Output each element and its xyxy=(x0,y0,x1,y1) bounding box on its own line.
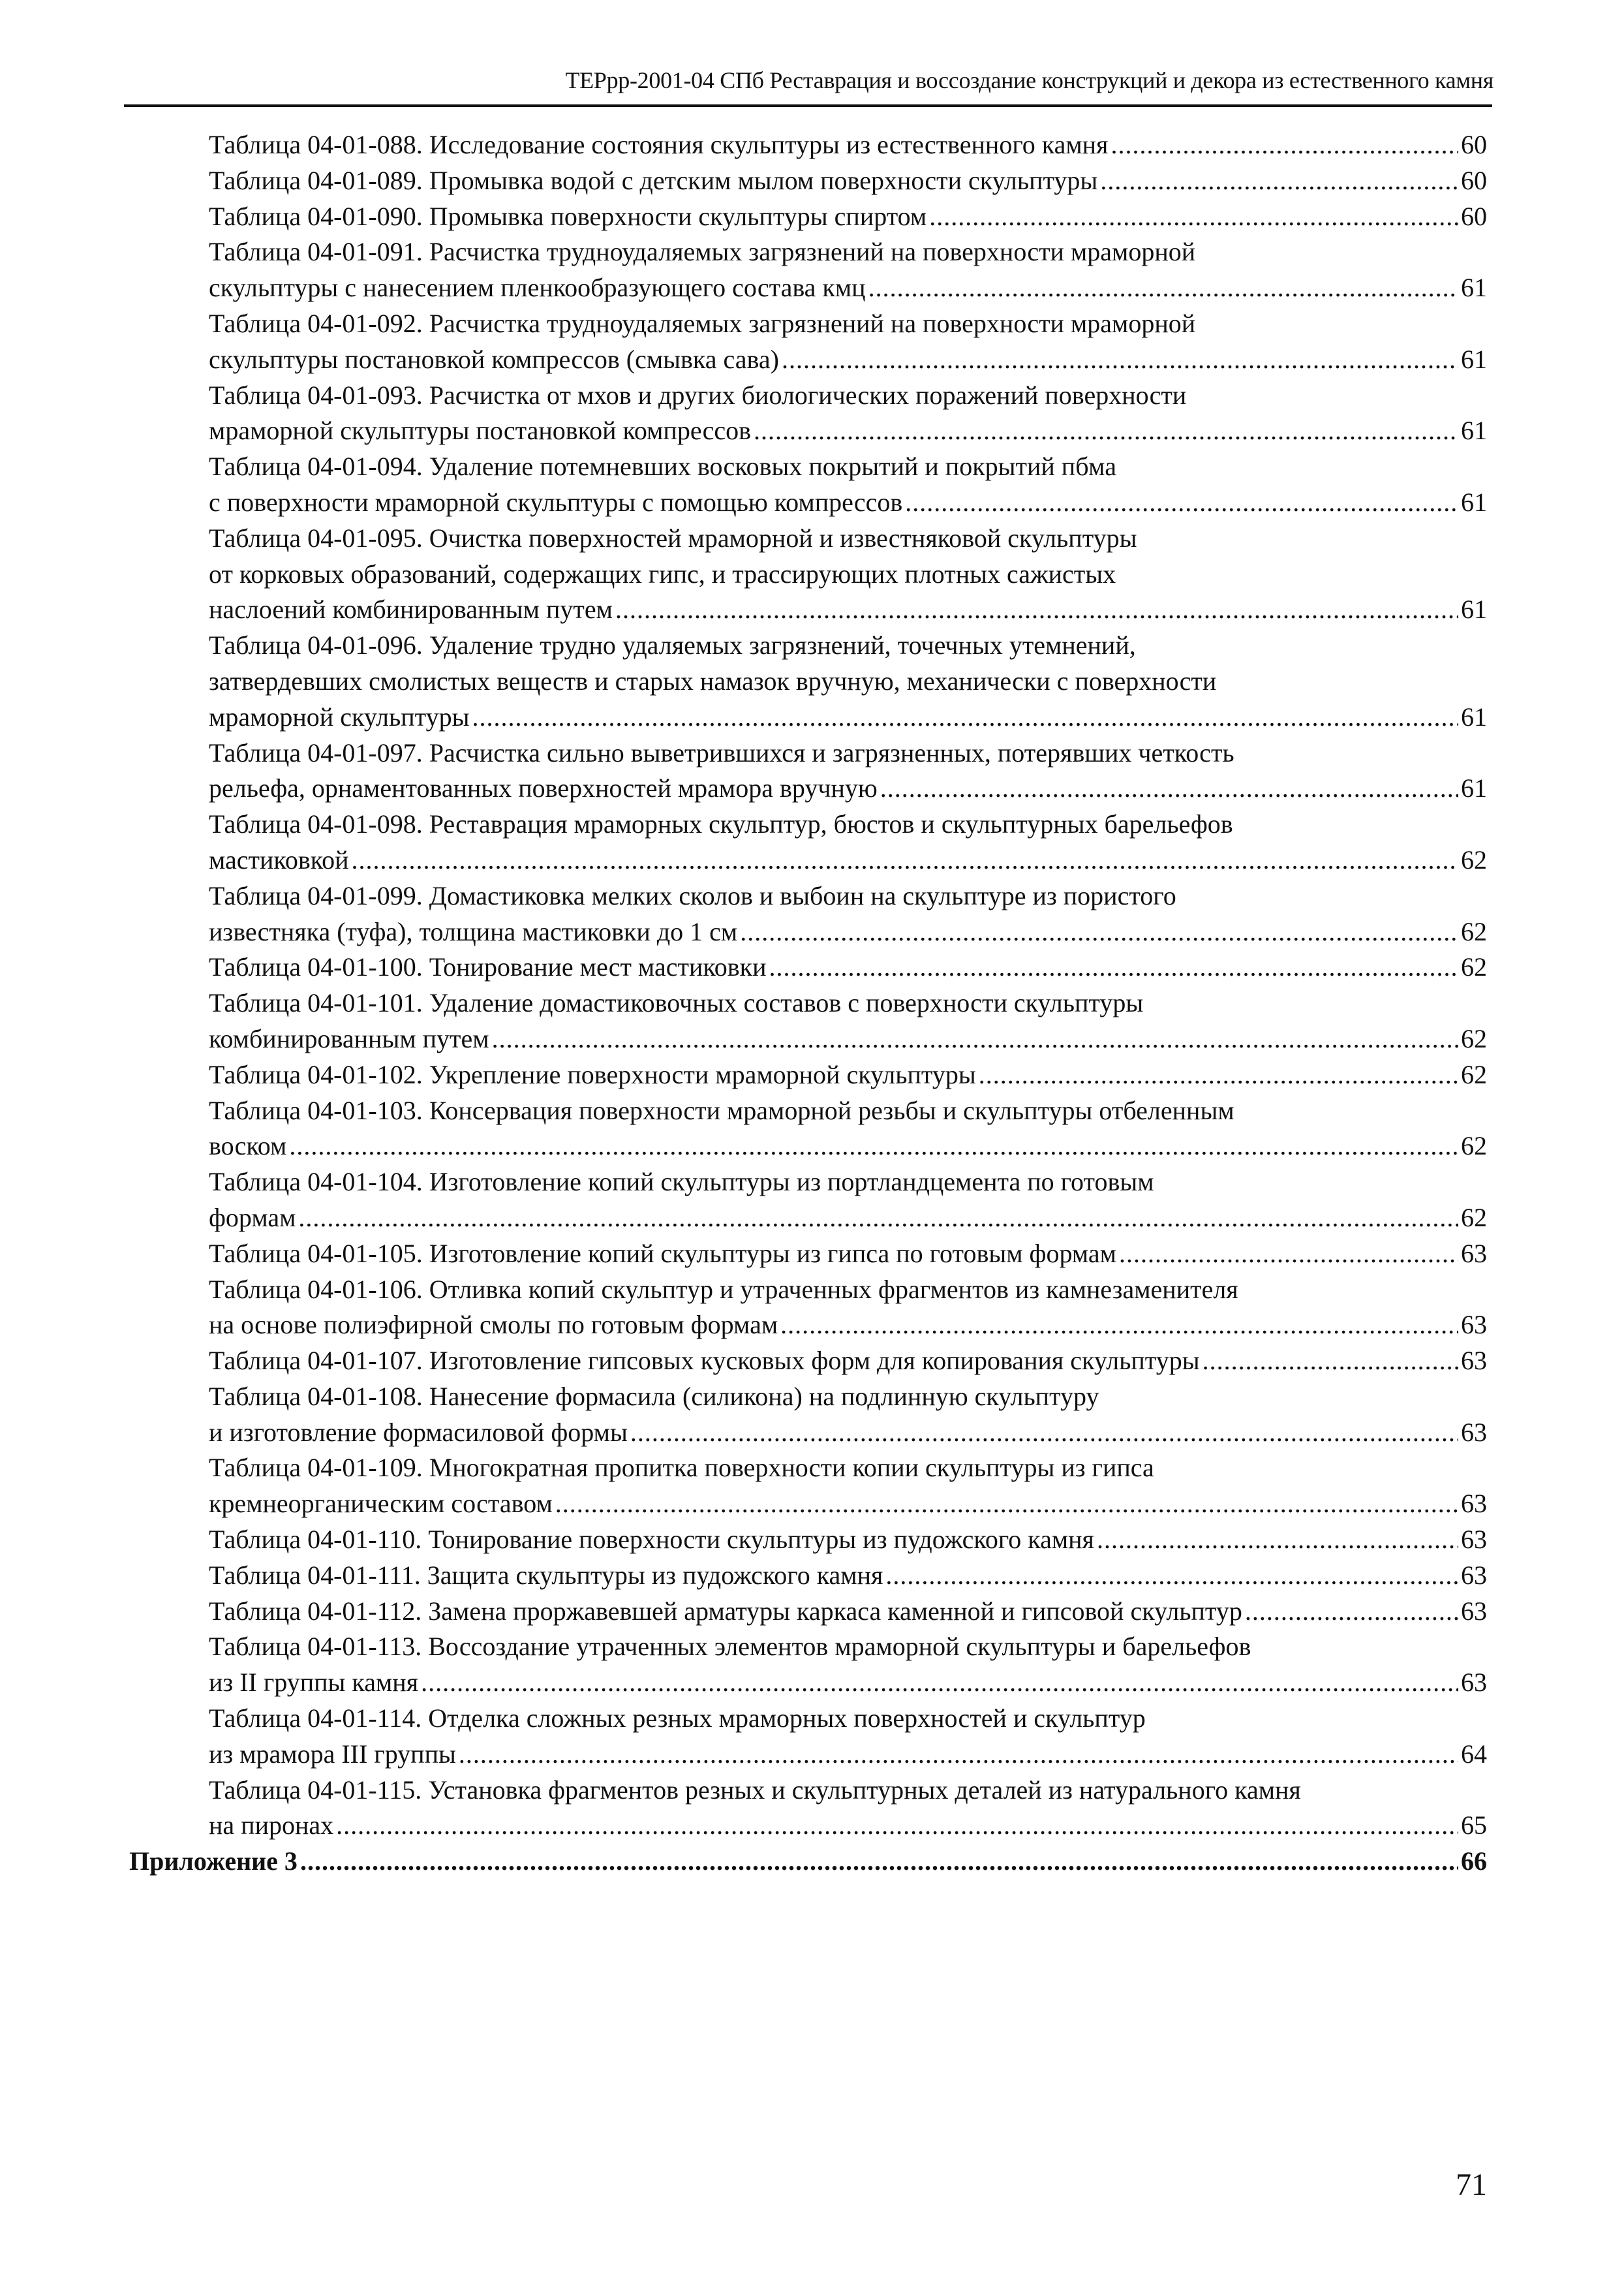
toc-entry-title-line: комбинированным путем xyxy=(209,1023,489,1053)
toc-entry-title-line: Приложение 3 xyxy=(129,1846,298,1876)
toc-entry-title-line: Таблица 04-01-092. Расчистка трудноудаляемых загрязнений на поверхности мраморной xyxy=(209,308,1196,338)
toc-entry-row xyxy=(124,1844,1487,1880)
toc-page-number: 64 xyxy=(1461,1739,1487,1769)
toc-entry-title-line: наслоений комбинированным путем xyxy=(209,595,613,625)
dot-leader xyxy=(754,413,1458,449)
toc-entry-title-line: и изготовление формасиловой формы xyxy=(209,1417,628,1447)
toc-entry-title-line: Таблица 04-01-099. Домастиковка мелких сколов и выбоин на скульптуре из пористого xyxy=(209,880,1176,910)
toc-entry[interactable] xyxy=(124,1701,1487,1773)
toc-entry-row xyxy=(124,592,1487,628)
toc-entry-title-line: Таблица 04-01-113. Воссоздание утраченных элементов мраморной скульптуры и барельефов xyxy=(209,1632,1251,1662)
toc-entry-row xyxy=(124,1522,1487,1558)
toc-page-number: 66 xyxy=(1461,1846,1487,1876)
dot-leader xyxy=(492,1021,1458,1057)
dot-leader xyxy=(421,1665,1458,1701)
dot-leader xyxy=(880,771,1458,807)
toc-page-number: 62 xyxy=(1461,845,1487,875)
toc-entry-title-line: мраморной скульптуры xyxy=(209,702,470,732)
toc-entry-title-line: из мрамора III группы xyxy=(209,1739,456,1769)
dot-leader xyxy=(298,1200,1458,1236)
dot-leader xyxy=(459,1737,1458,1773)
toc-page-number: 61 xyxy=(1461,773,1487,803)
dot-leader xyxy=(472,700,1459,736)
dot-leader xyxy=(555,1486,1458,1522)
toc-entry-title-line: затвердевших смолистых веществ и старых намазок вручную, механически с поверхности xyxy=(209,666,1217,696)
toc-page-number: 60 xyxy=(1461,165,1487,195)
toc-entry-row xyxy=(124,1665,1487,1701)
toc-entry-row xyxy=(124,1236,1487,1272)
dot-leader xyxy=(929,199,1458,235)
toc-entry-title-line: рельефа, орнаментованных поверхностей мрамора вручную xyxy=(209,773,878,803)
toc-entry-row xyxy=(124,127,1487,163)
toc-entry[interactable] xyxy=(124,628,1487,735)
toc-page-number: 63 xyxy=(1461,1346,1487,1376)
toc-entry-title-line: Таблица 04-01-098. Реставрация мраморных скульптур, бюстов и скульптурных барельефов xyxy=(209,809,1233,839)
toc-entry-title-line: с поверхности мраморной скульптуры с помощью компрессов xyxy=(209,487,903,517)
toc-entry[interactable] xyxy=(124,736,1487,807)
toc-page-number: 63 xyxy=(1461,1489,1487,1519)
toc-entry-title-line: известняка (туфа), толщина мастиковки до 1 см xyxy=(209,916,738,946)
toc-entry-row xyxy=(124,1343,1487,1379)
toc-entry-row xyxy=(124,1558,1487,1594)
toc-entry-row xyxy=(124,1057,1487,1093)
toc-page-number: 61 xyxy=(1461,344,1487,374)
toc-entry-row xyxy=(124,1021,1487,1057)
toc-entry[interactable] xyxy=(124,163,1487,199)
toc-page-number: 62 xyxy=(1461,1131,1487,1161)
toc-entry[interactable] xyxy=(124,1594,1487,1630)
toc-page-number: 63 xyxy=(1461,1310,1487,1340)
running-header: ТЕРрр-2001-04 СПб Реставрация и воссоздание конструкций и декора из естественного камня xyxy=(565,67,1494,93)
toc-entry[interactable] xyxy=(124,1164,1487,1236)
dot-leader xyxy=(289,1128,1458,1164)
toc-entry-row xyxy=(124,1307,1487,1343)
toc-entry[interactable] xyxy=(124,1057,1487,1093)
toc-entry-title-line: Таблица 04-01-108. Нанесение формасила (силикона) на подлинную скульптуру xyxy=(209,1381,1099,1411)
dot-leader xyxy=(905,485,1458,521)
dot-leader xyxy=(352,843,1458,878)
toc-entry-row xyxy=(124,950,1487,985)
toc-entry[interactable] xyxy=(124,1272,1487,1344)
toc-entry[interactable] xyxy=(124,1773,1487,1844)
toc-entry-title-line: Таблица 04-01-091. Расчистка трудноудаляемых загрязнений на поверхности мраморной xyxy=(209,237,1196,267)
dot-leader xyxy=(615,592,1458,628)
dot-leader xyxy=(1203,1343,1458,1379)
toc-entry-title-line: от корковых образований, содержащих гипс, и трассирующих плотных сажистых xyxy=(209,559,1116,589)
toc-entry[interactable] xyxy=(124,807,1487,878)
toc-entry-title-line: на основе полиэфирной смолы по готовым формам xyxy=(209,1310,778,1340)
toc-entry-title-line: Таблица 04-01-097. Расчистка сильно выветрившихся и загрязненных, потерявших четкость xyxy=(209,737,1234,768)
dot-leader xyxy=(1111,127,1458,163)
dot-leader xyxy=(630,1415,1458,1451)
toc-entry-title-line: Таблица 04-01-101. Удаление домастиковочных составов с поверхности скульптуры xyxy=(209,988,1144,1018)
toc-entry-title-line: Таблица 04-01-100. Тонирование мест мастиковки xyxy=(209,952,767,982)
toc-page-number: 61 xyxy=(1461,487,1487,517)
toc-entry-title-line: Таблица 04-01-093. Расчистка от мхов и других биологических поражений поверхности xyxy=(209,380,1187,410)
dot-leader xyxy=(979,1057,1458,1093)
toc-entry-title-line: Таблица 04-01-104. Изготовление копий скульптуры из портландцемента по готовым xyxy=(209,1167,1154,1197)
toc-page-number: 62 xyxy=(1461,952,1487,982)
toc-entry-row xyxy=(124,485,1487,521)
dot-leader xyxy=(300,1844,1458,1880)
toc-entry-title-line: Таблица 04-01-105. Изготовление копий скульптуры из гипса по готовым формам xyxy=(209,1238,1116,1268)
toc-entry-row xyxy=(124,342,1487,378)
toc-entry-title-line: Таблица 04-01-106. Отливка копий скульптур и утраченных фрагментов из камнезаменителя xyxy=(209,1274,1238,1304)
page-number: 71 xyxy=(1456,2167,1487,2202)
toc-entry[interactable] xyxy=(124,1343,1487,1379)
toc-entry-row xyxy=(124,1200,1487,1236)
toc-entry-title-line: Таблица 04-01-107. Изготовление гипсовых кусковых форм для копирования скульптуры xyxy=(209,1346,1200,1376)
toc-entry-title-line: Таблица 04-01-115. Установка фрагментов резных и скульптурных деталей из натурального камня xyxy=(209,1775,1301,1805)
toc-entry-row xyxy=(124,843,1487,878)
toc-entry[interactable] xyxy=(124,1558,1487,1594)
toc-entry[interactable] xyxy=(124,1450,1487,1522)
toc-entry-title-line: мраморной скульптуры постановкой компрессов xyxy=(209,416,751,446)
toc-entry-row xyxy=(124,1594,1487,1630)
toc-entry[interactable] xyxy=(124,878,1487,950)
toc-entry-title-line: Таблица 04-01-094. Удаление потемневших восковых покрытий и покрытий пбма xyxy=(209,452,1116,482)
toc-entry[interactable] xyxy=(124,127,1487,163)
toc-entry-row xyxy=(124,163,1487,199)
toc-entry[interactable] xyxy=(124,985,1487,1057)
toc-entry-row xyxy=(124,413,1487,449)
toc-entry[interactable] xyxy=(124,1379,1487,1451)
toc-entry-row xyxy=(124,199,1487,235)
dot-leader xyxy=(885,1558,1458,1594)
toc-entry-title-line: Таблица 04-01-114. Отделка сложных резных мраморных поверхностей и скульптур xyxy=(209,1703,1146,1733)
toc-entry-title-line: Таблица 04-01-088. Исследование состояния скульптуры из естественного камня xyxy=(209,130,1109,159)
toc-entry[interactable] xyxy=(124,234,1487,306)
toc-page-number: 60 xyxy=(1461,201,1487,231)
toc-entry-title-line: Таблица 04-01-112. Замена проржавевшей арматуры каркаса каменной и гипсовой скульптур xyxy=(209,1596,1242,1626)
table-of-contents xyxy=(124,127,1487,1880)
toc-page-number: 62 xyxy=(1461,1023,1487,1053)
toc-page-number: 63 xyxy=(1461,1596,1487,1626)
toc-page-number: 61 xyxy=(1461,416,1487,446)
toc-entry-row xyxy=(124,1737,1487,1773)
toc-entry-appendix[interactable] xyxy=(124,1844,1487,1880)
toc-page-number: 63 xyxy=(1461,1417,1487,1447)
toc-page-number: 62 xyxy=(1461,916,1487,946)
toc-page-number: 63 xyxy=(1461,1238,1487,1268)
toc-page-number: 60 xyxy=(1461,130,1487,159)
toc-entry-title-line: мастиковкой xyxy=(209,845,349,875)
toc-entry[interactable] xyxy=(124,449,1487,521)
toc-entry-title-line: Таблица 04-01-089. Промывка водой с детским мылом поверхности скульптуры xyxy=(209,165,1098,195)
toc-entry-row xyxy=(124,914,1487,950)
dot-leader xyxy=(1119,1236,1458,1272)
toc-page-number: 62 xyxy=(1461,1059,1487,1089)
toc-entry-title-line: кремнеорганическим составом xyxy=(209,1489,553,1519)
toc-entry[interactable] xyxy=(124,199,1487,235)
toc-entry-title-line: Таблица 04-01-103. Консервация поверхности мраморной резьбы и скульптуры отбеленным xyxy=(209,1095,1234,1125)
dot-leader xyxy=(868,270,1458,306)
toc-page-number: 62 xyxy=(1461,1202,1487,1232)
toc-page-number: 61 xyxy=(1461,702,1487,732)
toc-entry[interactable] xyxy=(124,378,1487,450)
toc-entry-title-line: Таблица 04-01-095. Очистка поверхностей мраморной и известняковой скульптуры xyxy=(209,523,1137,553)
toc-page-number: 61 xyxy=(1461,273,1487,303)
toc-entry-title-line: скульптуры с нанесением пленкообразующего состава кмц xyxy=(209,273,866,303)
toc-entry-title-line: Таблица 04-01-110. Тонирование поверхности скульптуры из пудожского камня xyxy=(209,1525,1094,1555)
dot-leader xyxy=(740,914,1458,950)
toc-entry-title-line: формам xyxy=(209,1202,296,1232)
dot-leader xyxy=(1245,1594,1458,1630)
toc-entry-title-line: Таблица 04-01-111. Защита скульптуры из пудожского камня xyxy=(209,1560,883,1590)
toc-entry-row xyxy=(124,1486,1487,1522)
toc-entry-title-line: Таблица 04-01-109. Многократная пропитка поверхности копии скульптуры из гипса xyxy=(209,1453,1154,1483)
dot-leader xyxy=(1100,163,1458,199)
dot-leader xyxy=(782,342,1458,378)
dot-leader xyxy=(1097,1522,1458,1558)
toc-page-number: 63 xyxy=(1461,1668,1487,1698)
toc-page-number: 61 xyxy=(1461,595,1487,625)
toc-entry-title-line: из II группы камня xyxy=(209,1668,419,1698)
toc-entry-title-line: скульптуры постановкой компрессов (смывка сава) xyxy=(209,344,779,374)
toc-entry-title-line: воском xyxy=(209,1131,287,1161)
dot-leader xyxy=(336,1808,1458,1844)
toc-page-number: 65 xyxy=(1461,1810,1487,1840)
toc-entry[interactable] xyxy=(124,1236,1487,1272)
toc-entry[interactable] xyxy=(124,950,1487,985)
toc-page-number: 63 xyxy=(1461,1560,1487,1590)
header-divider xyxy=(124,104,1492,107)
toc-entry-row xyxy=(124,771,1487,807)
toc-entry-title-line: на пиронах xyxy=(209,1810,334,1840)
toc-entry[interactable] xyxy=(124,1522,1487,1558)
toc-entry[interactable] xyxy=(124,1629,1487,1701)
toc-entry-row xyxy=(124,1128,1487,1164)
toc-entry-row xyxy=(124,1415,1487,1451)
toc-entry[interactable] xyxy=(124,521,1487,628)
toc-entry-row xyxy=(124,700,1487,736)
toc-entry-row xyxy=(124,1808,1487,1844)
toc-entry[interactable] xyxy=(124,306,1487,378)
toc-entry-title-line: Таблица 04-01-096. Удаление трудно удаляемых загрязнений, точечных утемнений, xyxy=(209,630,1136,660)
dot-leader xyxy=(780,1307,1458,1343)
toc-entry-title-line: Таблица 04-01-102. Укрепление поверхности мраморной скульптуры xyxy=(209,1059,976,1089)
toc-entry-title-line: Таблица 04-01-090. Промывка поверхности скульптуры спиртом xyxy=(209,201,927,231)
toc-page-number: 63 xyxy=(1461,1525,1487,1555)
toc-entry[interactable] xyxy=(124,1093,1487,1165)
dot-leader xyxy=(769,950,1459,985)
toc-entry-row xyxy=(124,270,1487,306)
